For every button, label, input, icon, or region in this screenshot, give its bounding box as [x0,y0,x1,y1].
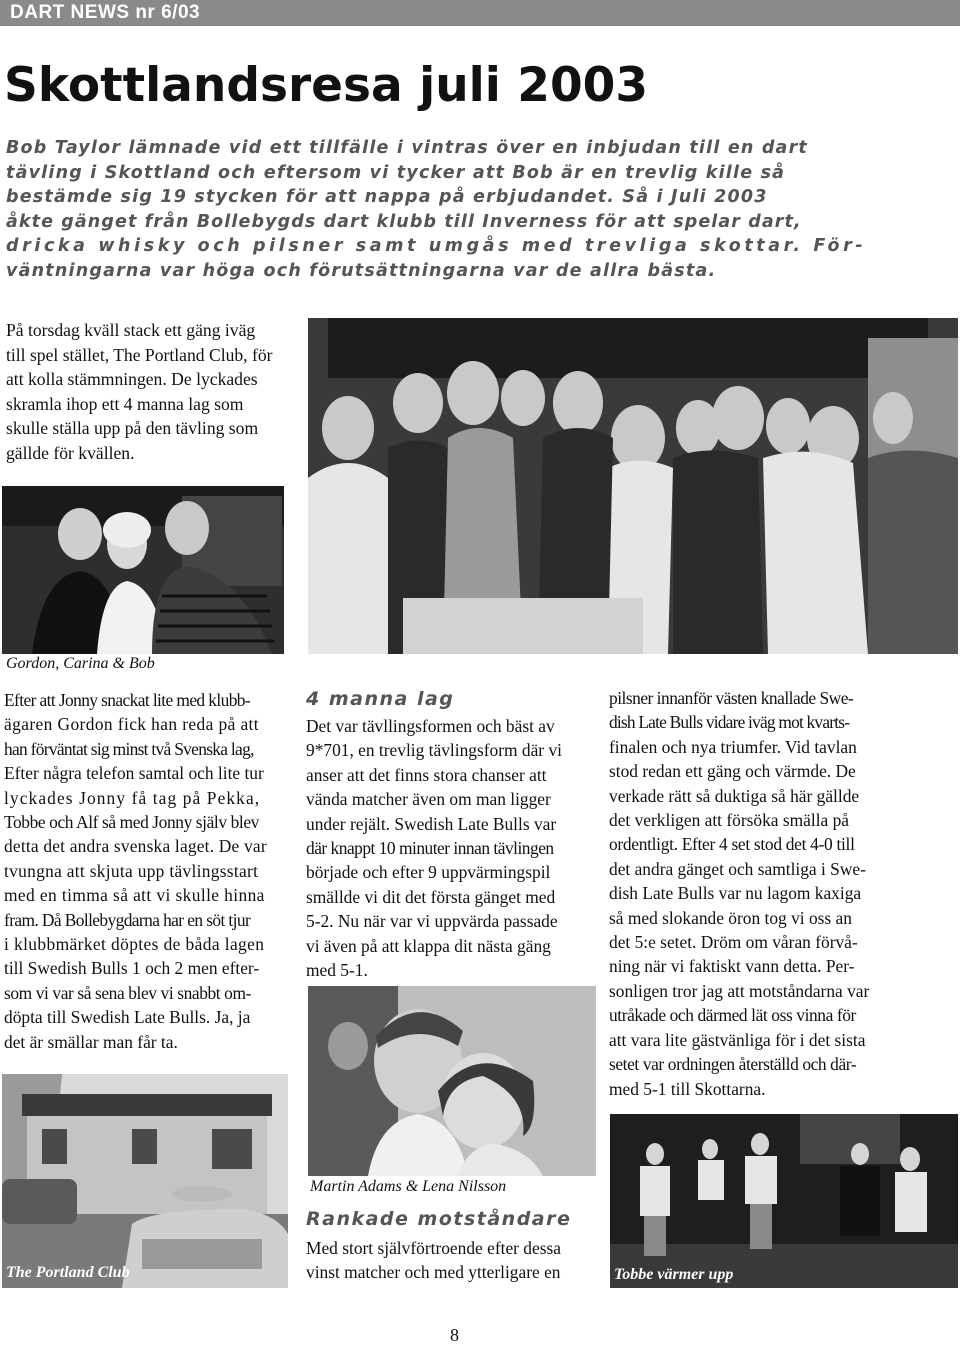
text-line: med 5-1 till Skottarna. [609,1078,766,1099]
text-line: han förväntat sig minst två Svenska lag, [4,738,254,759]
text-line: ning när vi faktiskt vann detta. Per- [609,956,855,977]
text-line: Med stort självförtroende efter dessa [306,1238,561,1258]
lead-line: åkte gänget från Bollebygds dart klubb till Inverness för att spelar dart, [6,211,802,232]
subheading-4-manna-lag: 4 manna lag [306,688,455,710]
martin-lena-photo [308,986,596,1176]
column-2b-text [306,1236,596,1285]
text-line: lyckades Jonny få tag på Pekka, [4,787,261,808]
text-line: ordentligt. Efter 4 set stod det 4-0 till [609,834,855,855]
text-line: vi även på att klappa dit nästa gäng [306,935,551,956]
column-3-text [609,686,899,1101]
text-line: började och efter 9 uppvärmingspil [306,862,551,883]
text-line: På torsdag kväll stack ett gäng iväg [6,320,256,340]
text-line: vinst matcher och med ytterligare en [306,1262,561,1283]
portland-club-photo [2,1074,288,1288]
text-line: tvungna att skjuta upp tävlingsstart [4,860,259,881]
lead-line: bestämde sig 19 stycken för att nappa på erbjudandet. Så i Juli 2003 [6,187,768,207]
text-line: Efter att Jonny snackat lite med klubb- [4,690,251,710]
page-number: 8 [450,1325,459,1345]
lead-line: väntningarna var höga och förutsättningarna var de allra bästa. [6,260,717,281]
text-line: utråkade och därmed lät oss vinna för [609,1005,856,1026]
text-line: detta det andra svenska laget. De var [4,836,267,857]
text-line: att vara lite gästvänliga för i det sista [609,1029,866,1050]
text-line: döpta till Swedish Late Bulls. Ja, ja [4,1007,251,1028]
tobbe-warming-up-photo [610,1114,958,1288]
text-line: 5-2. Nu när var vi uppvärda passade [306,911,558,932]
text-line: pilsner innanför västen knallade Swe- [609,688,854,708]
text-line: verkade rätt så duktiga så här gällde [609,785,860,806]
text-line: Tobbe och Alf så med Jonny själv blev [4,812,259,833]
gordon-carina-bob-photo [2,486,284,654]
text-line: skramla ihop ett 4 manna lag som [6,393,244,414]
text-line: som vi var så sena blev vi snabbt om- [4,982,251,1003]
text-line: ägaren Gordon fick han reda på att [4,714,260,735]
text-line: att kolla stämmningen. De lyckades [6,369,258,389]
text-line: till Swedish Bulls 1 och 2 men efter- [4,958,260,979]
text-line: skulle ställa upp på den tävling som [6,418,259,438]
text-line: setet var ordningen återställd och där- [609,1054,857,1075]
text-line: finalen och nya triumfer. Vid tavlan [609,736,857,757]
text-line: det 5:e setet. Dröm om våran förvå- [609,932,858,953]
intro-paragraph [6,318,296,465]
text-line: där knappt 10 minuter innan tävlingen [306,838,554,859]
text-line: vända matcher även om man ligger [306,789,551,810]
text-line: till spel stället, The Portland Club, för [6,344,273,365]
photo-caption: Gordon, Carina & Bob [6,655,155,672]
text-line: 9*701, en trevlig tävlingsform där vi [306,740,562,761]
issue-label: DART NEWS nr 6/03 [10,2,201,23]
lead-line: dricka whisky och pilsner samt umgås med trevliga skottar. För- [6,236,867,256]
text-line: dish Late Bulls vidare iväg mot kvarts- [609,712,850,733]
text-line: i klubbmärket döptes de båda lagen [4,934,265,955]
text-line: smällde vi dit det första gänget med [306,886,556,907]
text-line: med en timma så att vi skulle hinna [4,885,265,906]
text-line: fram. Då Bollebygdarna har en söt tjur [4,909,251,930]
text-line: anser att det finns stora chanser att [306,764,547,785]
group-photo [308,318,958,654]
text-line: under rejält. Swedish Late Bulls var [306,813,557,834]
photo-caption: Tobbe värmer upp [614,1266,734,1283]
text-line: så med slokande öron tog vi oss an [609,907,852,928]
text-line: det andra gänget och samtliga i Swe- [609,858,866,879]
text-line: det verkligen att försöka smälla på [609,810,850,831]
column-2-text [306,714,596,982]
subheading-rankade-motstandare: Rankade motståndare [306,1208,572,1230]
column-1-text [4,688,294,1054]
lead-line: tävling i Skottland och eftersom vi tycker att Bob är en trevlig kille så [6,162,786,183]
text-line: sonligen tror jag att motståndarna var [609,980,870,1001]
lead-line: Bob Taylor lämnade vid ett tillfälle i vintras över en inbjudan till en dart [6,138,808,158]
photo-caption: The Portland Club [6,1264,130,1281]
text-line: stod redan ett gäng och värmde. De [609,761,856,782]
article-title: Skottlandsresa juli 2003 [4,58,649,113]
article-lead [6,136,901,283]
text-line: Det var tävllingsformen och bäst av [306,716,555,736]
text-line: gällde för kvällen. [6,442,135,463]
photo-caption: Martin Adams & Lena Nilsson [310,1178,507,1195]
text-line: Efter några telefon samtal och lite tur [4,763,264,784]
text-line: det är smällar man får ta. [4,1031,178,1052]
text-line: dish Late Bulls var nu lagom kaxiga [609,883,862,904]
text-line: med 5-1. [306,960,368,981]
